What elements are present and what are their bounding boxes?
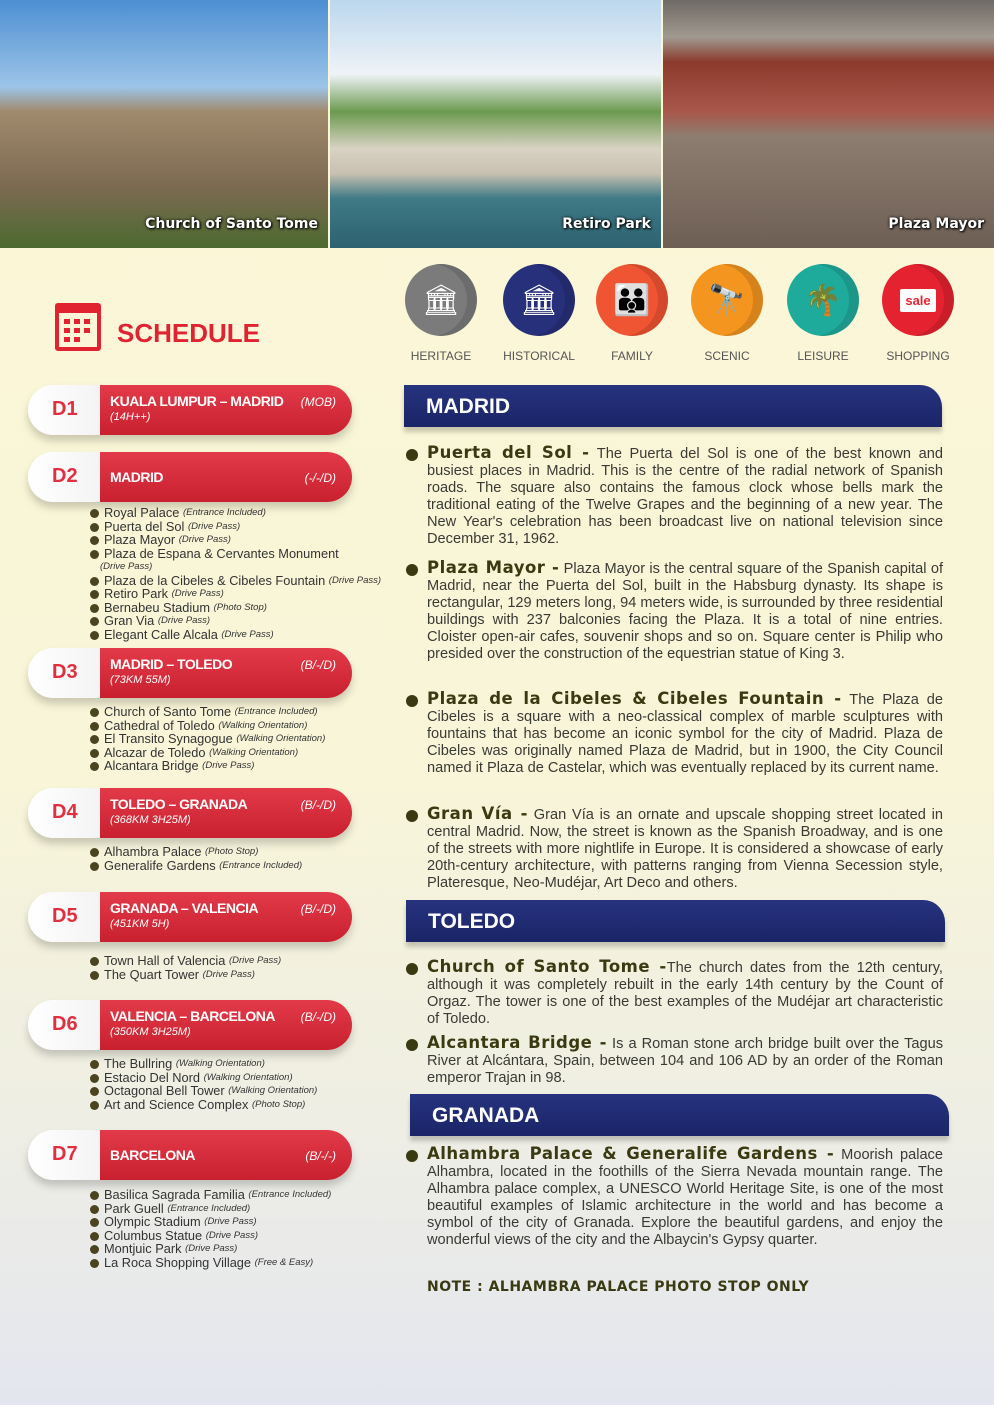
section-header-granada: GRANADA: [410, 1094, 949, 1136]
category-label: SHOPPING: [886, 349, 950, 363]
day-header-d2: [28, 452, 352, 502]
bullet-icon: [406, 1150, 418, 1162]
attraction-name: Columbus Statue: [104, 1227, 203, 1243]
day-meals: (B/-/-): [305, 1149, 336, 1163]
day-route: GRANADA – VALENCIA: [110, 900, 259, 916]
list-item: [90, 759, 325, 773]
day-meals: (MOB): [300, 395, 336, 409]
attraction-name: Alcantara Bridge: [104, 758, 199, 773]
day-itinerary-list: [90, 705, 325, 773]
day-route: BARCELONA: [110, 1147, 195, 1163]
bullet-icon: [406, 449, 418, 461]
category-label: HISTORICAL: [503, 349, 575, 363]
day-distance: (14H++): [110, 411, 151, 423]
attraction-note: (Drive Pass): [178, 534, 231, 545]
category-shopping: [873, 264, 963, 363]
day-meals: (B/-/D): [300, 902, 336, 916]
scenic-icon: 🔭: [691, 264, 763, 336]
category-label: SCENIC: [704, 349, 750, 363]
list-item: [90, 628, 381, 642]
note: NOTE : ALHAMBRA PALACE PHOTO STOP ONLY: [427, 1279, 810, 1295]
attraction-description: [427, 560, 943, 662]
historical-icon: 🏛: [503, 264, 575, 336]
day-route: MADRID: [110, 469, 163, 485]
category-family: [587, 264, 677, 363]
attraction-name: Montjuic Park: [104, 1241, 182, 1256]
list-item: [90, 547, 381, 561]
category-label: LEISURE: [797, 349, 849, 363]
day-meals: (B/-/D): [300, 798, 336, 812]
photo-caption: Retiro Park: [562, 216, 651, 232]
list-item: [90, 968, 281, 982]
photo-retiro-park: [330, 0, 661, 248]
list-item: [90, 954, 281, 968]
bullet-icon: [406, 1039, 418, 1051]
attraction-note: (Walking Orientation): [209, 746, 299, 758]
bullet-icon: [406, 564, 418, 576]
day-header-d6: [28, 1000, 352, 1050]
attraction-name: Park Guell: [104, 1200, 164, 1216]
bullet-icon: [406, 695, 418, 707]
attraction-note: (Walking Orientation): [228, 1085, 318, 1096]
attraction-text: Is a Roman stone arch bridge built over the Tagus River at Alcántara, Spain, between 104 and 106 AD by an order of the Roman emperor Trajan in 98.: [427, 1036, 944, 1086]
list-item: [90, 1071, 317, 1085]
day-number: D1: [28, 385, 118, 435]
list-item: [90, 1084, 317, 1098]
day-distance: (73KM 55M): [110, 674, 171, 686]
list-item: [90, 1242, 331, 1256]
day-banner: [100, 1000, 352, 1050]
section-header-toledo: TOLEDO: [406, 900, 945, 942]
attraction-name: Town Hall of Valencia: [104, 953, 226, 968]
attraction-note: (Drive Pass): [221, 628, 274, 640]
list-item: [90, 560, 381, 574]
list-item: [90, 587, 381, 601]
attraction-description: [427, 1035, 943, 1087]
attraction-note: (Walking Orientation): [236, 733, 326, 744]
list-item: [90, 574, 381, 588]
list-item: [90, 1256, 331, 1270]
attraction-note: (Entrance Included): [248, 1189, 332, 1200]
attraction-name: Puerta del Sol: [104, 518, 185, 534]
attraction-note: (Photo Stop): [213, 601, 267, 613]
attraction-name: Art and Science Complex: [104, 1096, 249, 1112]
attraction-name: El Transito Synagogue: [104, 731, 233, 746]
day-route: MADRID – TOLEDO: [110, 656, 233, 672]
day-route: TOLEDO – GRANADA: [110, 796, 248, 812]
day-meals: (-/-/D): [304, 471, 336, 485]
attraction-note: (Walking Orientation): [218, 719, 308, 731]
attraction-name: Olympic Stadium: [104, 1214, 201, 1229]
attraction-name: Cathedral of Toledo: [104, 717, 215, 733]
day-header-d7: [28, 1130, 352, 1180]
leisure-icon: 🌴: [787, 264, 859, 336]
attraction-name: Plaza de la Cibeles & Cibeles Fountain: [104, 572, 326, 588]
attraction-title: Plaza de la Cibeles & Cibeles Fountain -: [427, 689, 842, 708]
attraction-note: (Walking Orientation): [203, 1071, 293, 1083]
attraction-name: The Bullring: [104, 1056, 173, 1071]
category-scenic: [682, 264, 772, 363]
photo-church-of-santo-tome: [0, 0, 328, 248]
attraction-title: Puerta del Sol -: [427, 443, 590, 462]
attraction-note: (Entrance Included): [219, 859, 303, 871]
attraction-name: La Roca Shopping Village: [104, 1254, 252, 1270]
day-number: D2: [28, 452, 118, 502]
category-label: FAMILY: [611, 349, 653, 363]
family-icon: 👪: [596, 264, 668, 336]
day-banner: [100, 788, 352, 838]
attraction-name: Bernabeu Stadium: [104, 599, 210, 615]
attraction-name: Generalife Gardens: [104, 857, 216, 873]
attraction-description: [427, 691, 943, 777]
attraction-text: The church dates from the 12th century, although it was completely rebuilt in the early 14th century by the Count of Orgaz. The tower is one of the best examples of the Mudéjar art characteristic of Toledo.: [427, 960, 943, 1027]
attraction-text: Plaza Mayor is the central square of the Spanish capital of Madrid, near the Puerta del Sol, built in the Habsburg dynasty. Its shape is rectangular, 129 meters long, 94 meters wide, is surrounded by three residential buildings with 237 balconies facing the Plaza. It is a total of nine entries. Cloister open-air cafes, souvenir shops and so on. Square center is Philip who presided over the construction of the equestrian statue of King 3.: [427, 561, 943, 662]
attraction-note: (Entrance Included): [234, 706, 318, 717]
attraction-note: (Drive Pass): [185, 1243, 238, 1254]
attraction-note: (Drive Pass): [100, 561, 153, 572]
list-item: [90, 533, 381, 547]
attraction-name: Estacio Del Nord: [104, 1069, 201, 1085]
attraction-name: Gran Via: [104, 613, 155, 628]
attraction-text: The Plaza de Cibeles is a square with a neo-classical complex of marble sculptures with fountains that has become an iconic symbol for the city of Madrid. Plaza de Cibeles was originally named Plaza de Madrid, but in 1900, the City Council named it Plaza de Castelar, which was eventually replaced by its current name.: [427, 692, 943, 776]
attraction-name: Octagonal Bell Tower: [104, 1083, 225, 1098]
list-item: [90, 1188, 331, 1202]
list-item: [90, 1098, 317, 1112]
day-itinerary-list: [90, 845, 302, 872]
day-banner: [100, 648, 352, 698]
day-number: D5: [28, 892, 118, 942]
category-leisure: [778, 264, 868, 363]
attraction-name: Elegant Calle Alcala: [104, 626, 218, 642]
attraction-name: Basilica Sagrada Familia: [104, 1187, 245, 1202]
attraction-description: [427, 959, 943, 1028]
day-itinerary-list: [90, 506, 381, 641]
attraction-note: (Entrance Included): [167, 1202, 251, 1214]
day-header-d1: [28, 385, 352, 435]
day-number: D3: [28, 648, 118, 698]
attraction-note: (Drive Pass): [171, 588, 224, 599]
category-historical: [494, 264, 584, 363]
attraction-note: (Photo Stop): [205, 846, 259, 857]
day-banner: [100, 892, 352, 942]
section-header-madrid: MADRID: [404, 385, 942, 427]
attraction-note: (Drive Pass): [204, 1216, 257, 1227]
list-item: [90, 719, 325, 733]
day-banner: [100, 385, 352, 435]
attraction-name: Alcazar de Toledo: [104, 744, 206, 760]
day-route: KUALA LUMPUR – MADRID: [110, 393, 284, 409]
day-header-d3: [28, 648, 352, 698]
list-item: [90, 845, 302, 859]
attraction-note: (Drive Pass): [328, 574, 382, 586]
day-number: D6: [28, 1000, 118, 1050]
attraction-name: Royal Palace: [104, 505, 180, 520]
day-distance: (368KM 3H25M): [110, 814, 191, 826]
day-header-d5: [28, 892, 352, 942]
attraction-note: (Drive Pass): [202, 968, 255, 980]
day-route: VALENCIA – BARCELONA: [110, 1008, 276, 1024]
day-meals: (B/-/D): [300, 658, 336, 672]
attraction-description: [427, 445, 943, 547]
list-item: [90, 859, 302, 873]
bullet-icon: [406, 810, 418, 822]
attraction-name: Plaza de Espana & Cervantes Monument: [104, 545, 339, 561]
day-header-d4: [28, 788, 352, 838]
list-item: [90, 1229, 331, 1243]
attraction-note: (Walking Orientation): [175, 1058, 265, 1069]
photo-caption: Church of Santo Tome: [145, 216, 318, 232]
photo-plaza-mayor: [663, 0, 994, 248]
calendar-icon: [55, 303, 101, 351]
attraction-note: (Entrance Included): [182, 507, 266, 518]
list-item: [90, 746, 325, 760]
list-item: [90, 1202, 331, 1216]
day-itinerary-list: [90, 1057, 317, 1111]
attraction-text: Moorish palace Alhambra, located in the foothills of the Sierra Nevada mountain range. The Alhambra palace complex, a UNESCO World Heritage Site, is one of the most beautiful examples of Islamic architecture in the world and has become a symbol of the city of Granada. Explore the beautiful gardens, and enjoy the wonderful views of the city and the Albaycin's Gypsy quarter.: [427, 1147, 943, 1248]
attraction-title: Plaza Mayor -: [427, 558, 560, 577]
list-item: [90, 1215, 331, 1229]
category-heritage: [396, 264, 486, 363]
list-item: [90, 732, 325, 746]
category-label: HERITAGE: [410, 349, 472, 363]
attraction-description: [427, 1146, 943, 1248]
attraction-name: The Quart Tower: [104, 966, 200, 982]
bullet-icon: [406, 963, 418, 975]
photo-caption: Plaza Mayor: [888, 216, 984, 232]
day-meals: (B/-/D): [300, 1010, 336, 1024]
attraction-note: (Free & Easy): [254, 1256, 314, 1268]
attraction-name: Retiro Park: [104, 586, 169, 601]
list-item: [90, 614, 381, 628]
attraction-note: (Drive Pass): [228, 955, 282, 966]
attraction-note: (Photo Stop): [251, 1098, 306, 1110]
attraction-text: Gran Vía is an ornate and upscale shopping street located in central Madrid. Now, the street is known as the Spanish Broadway, and is one of the streets with more nightlife in Europe. It is considered a showcase of early 20th-century architecture, with patterns ranging from Vienna Secession style, Plateresque, Neo-Mudéjar, Art Deco and others.: [427, 807, 944, 891]
day-itinerary-list: [90, 954, 281, 981]
day-distance: (451KM 5H): [110, 918, 170, 930]
day-distance: (350KM 3H25M): [110, 1026, 191, 1038]
attraction-title: Alcantara Bridge -: [427, 1033, 607, 1052]
attraction-note: (Drive Pass): [157, 615, 211, 626]
list-item: [90, 1057, 317, 1071]
heritage-icon: 🏛: [405, 264, 477, 336]
attraction-name: Church of Santo Tome: [104, 704, 232, 719]
day-itinerary-list: [90, 1188, 331, 1269]
list-item: [90, 601, 381, 615]
day-banner: [100, 452, 352, 502]
schedule-title: SCHEDULE: [117, 318, 261, 348]
attraction-note: (Drive Pass): [187, 520, 241, 532]
attraction-note: (Drive Pass): [202, 760, 255, 771]
day-number: D7: [28, 1130, 118, 1180]
attraction-name: Plaza Mayor: [104, 532, 176, 547]
day-number: D4: [28, 788, 118, 838]
attraction-note: (Drive Pass): [205, 1229, 258, 1241]
shopping-icon: sale: [882, 264, 954, 336]
list-item: [90, 705, 325, 719]
list-item: [90, 506, 381, 520]
attraction-name: Alhambra Palace: [104, 844, 202, 859]
attraction-title: Gran Vía -: [427, 804, 528, 823]
attraction-description: [427, 806, 943, 892]
day-banner: [100, 1130, 352, 1180]
list-item: [90, 520, 381, 534]
attraction-text: The Puerta del Sol is one of the best known and busiest places in Madrid. This is the centre of the radial network of Spanish roads. The square also contains the famous clock whose bells mark the traditional eating of the Twelve Grapes and the beginning of a new year. The New Year's celebration has been broadcast live on national television since December 31, 1962.: [427, 446, 943, 547]
attraction-title: Alhambra Palace & Generalife Gardens -: [427, 1144, 835, 1163]
attraction-title: Church of Santo Tome -: [427, 957, 667, 976]
